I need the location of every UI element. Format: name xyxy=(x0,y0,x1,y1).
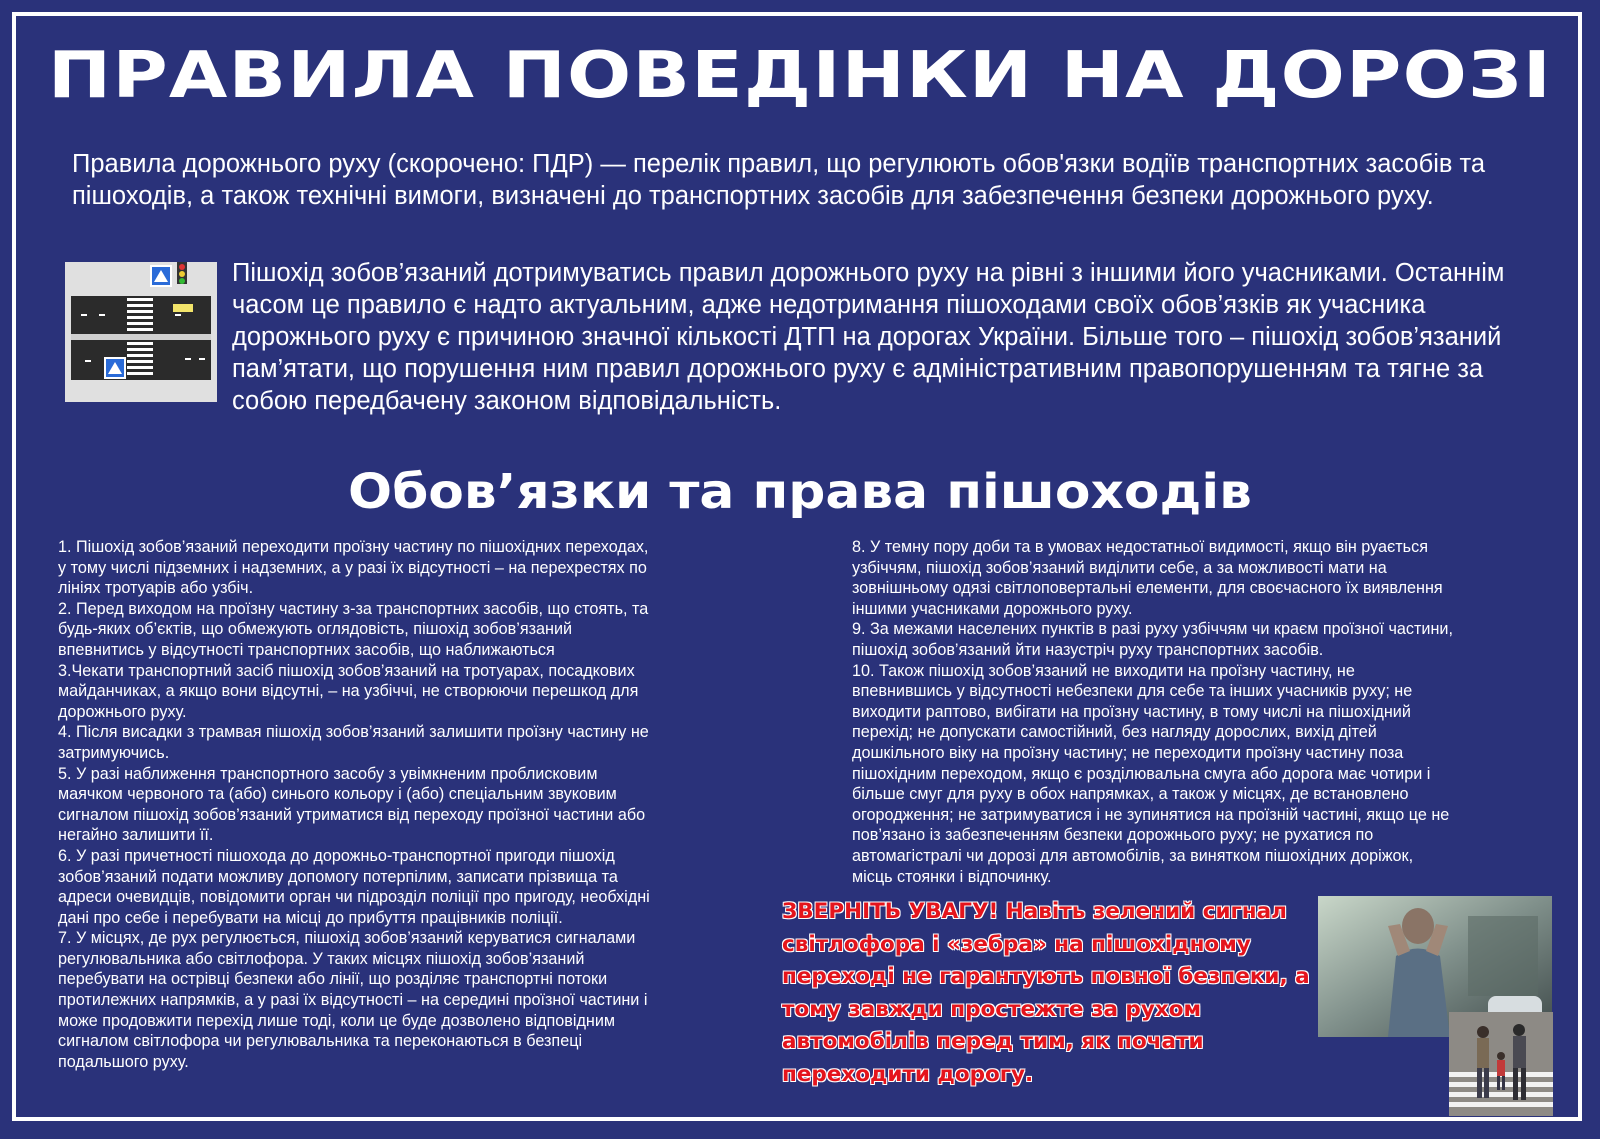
section-title: Обов’язки та права пішоходів xyxy=(348,464,1252,520)
rules-left-column: 1. Пішохід зобов’язаний переходити проїзну частину по пішохідних переходах, у тому числі підземних і надземних, а у разі їх відсутності – на перехрестях по лініях тротуарів або узбіч. 2. Перед виходом на проїзну частину з-за транспортних засобів, що стоять, та будь-яких об’єктів, що обмежують оглядовість, пішохід зобов’язаний впевнитись у відсутності транспортних засобів, що наближаються 3.Чекати транспортний засіб пішохід зобов’язаний на тротуарах, посадкових майданчиках, а якщо вони відсутні, – на узбіччі, не створюючи перешкод для дорожнього руху. 4. Після висадки з трамвая пішохід зобов’язаний залишити проїзну частину не затримуючись. 5. У разі наближення транспортного засобу з увімкненим проблисковим маячком червоного та (або) синього кольору і (або) спеціальним звуковим сигналом пішохід зобов’язаний утриматися від переходу проїзної частини або негайно залишити її. 6. У разі причетності пішохода до дорожньо-транспортної пригоди пішохід зобов’язаний подати можливу допомогу потерпілим, записати прізвища та адреси очевидців, повідомити орган чи підрозділ поліції про пригоду, необхідні дані про себе і перебувати на місці до прибуття працівників поліції. 7. У місцях, де рух регулюється, пішохід зобов’язаний керуватися сигналами регулювальника або світлофора. У таких місцях пішохід зобов’язаний перебувати на острівці безпеки або лінії, що розділяє транспортні потоки протилежних напрямків, а у разі їх відсутності – на середині проїзної частини і може продовжити перехід лише тоді, коли це буде дозволено відповідним сигналом світлофора чи регулювальника та переконаються в безпеці подальшого руху. xyxy=(58,538,650,1071)
pedestrian-paragraph: Пішохід зобов’язаний дотримуватись правил дорожнього руху на рівні з іншими його учасниками. Останнім часом це правило є надто актуальним, адже недотримання пішоходами своїх обов’язків як учасника дорожнього руху є причиною значної кількості ДТП на дорогах України. Більше того – пішохід зобов’язаний пам’ятати, що порушення ним правил дорожнього руху є адміністративним правопорушенням та тягне за собою передбачену законом відповідальність. xyxy=(232,259,1505,415)
family-crossing-photo xyxy=(1449,1012,1553,1116)
crosswalk-diagram-icon xyxy=(65,262,217,402)
rules-right-column: 8. У темну пору доби та в умовах недостатньої видимості, якщо він руається узбіччям, пішохід зобов’язаний виділити себе, а за можливості мати на зовнішньому одязі світлоповертальні елементи, для своєчасного їх виявлення іншими учасниками дорожнього руху. 9. За межами населених пунктів в разі руху узбіччям чи краєм проїзної частини, пішохід зобов’язаний йти назустріч руху транспортних засобів. 10. Також пішохід зобов’язаний не виходити на проїзну частину, не впевнившись у відсутності небезпеки для себе та інших учасників руху; не виходити раптово, вибігати на проїзну частину, в тому числі на пішохідний перехід; не допускати самостійний, без нагляду дорослих, вихід дітей дошкільного віку на проїзну частину; не переходити проїзну частину поза пішохідним переходом, якщо є розділювальна смуга або дорога має чотири і більше смуг для руху в обох напрямках, а також у місцях, де встановлено огородження; не затримуватися і не зупинятися на проїзній частині, якщо це не пов’язано із забезпеченням безпеки дорожнього руху; не рухатися по автомагістралі чи дорозі для автомобілів, за винятком пішохідних доріжок, місць стоянки і відпочинку. xyxy=(852,538,1453,886)
warning-text: ЗВЕРНІТЬ УВАГУ! Навіть зелений сигнал світлофора і «зебра» на пішохідному переході не гарантують повної безпеки, а тому завжди простежте за рухом автомобілів перед тим, як почати переходити дорогу. xyxy=(782,899,1310,1087)
intro-paragraph: Правила дорожнього руху (скорочено: ПДР) — перелік правил, що регулюють обов'язки водіїв транспортних засобів та пішоходів, а також технічні вимоги, визначені до транспортних засобів для забезпечення безпеки дорожнього руху. xyxy=(72,150,1486,210)
page-title: ПРАВИЛА ПОВЕДІНКИ НА ДОРОЗІ xyxy=(47,39,1553,113)
